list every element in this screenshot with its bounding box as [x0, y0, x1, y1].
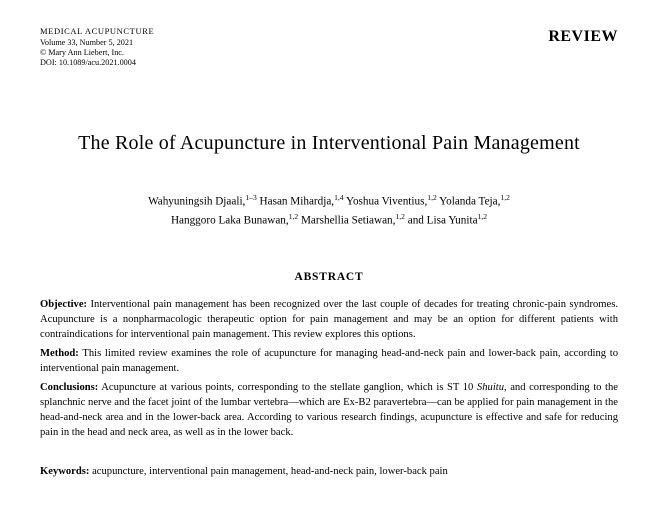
abstract-objective-text: Interventional pain management has been recognized over the last couple of decades for treating chronic-pain syndromes. Acupuncture is a nonpharmacologic therapeutic option for pain management and may be an option for different patients with contraindications for interventional pain management. This review explores this options.: [40, 298, 618, 340]
abstract-heading: ABSTRACT: [294, 270, 364, 283]
author-names-4: Yolanda Teja,: [436, 196, 501, 209]
abstract-objective: [40, 297, 618, 342]
author-line-2: [40, 211, 618, 230]
author-affiliation-mark: 1,4: [334, 193, 344, 203]
journal-info: [40, 26, 154, 68]
abstract-objective-label: Objective:: [40, 298, 88, 310]
abstract-method-label: Method:: [40, 347, 79, 359]
author-names-5: Hanggoro Laka Bunawan,: [170, 215, 289, 228]
abstract-conclusions: [40, 380, 618, 440]
author-affiliation-mark: 1,2: [395, 212, 405, 222]
author-affiliation-mark: 1,2: [477, 212, 488, 222]
abstract-conclusions-italic-term: Shuitu: [476, 381, 504, 393]
abstract-conclusions-label: Conclusions:: [40, 381, 99, 393]
author-affiliation-mark: 1–3: [245, 193, 257, 203]
journal-volume: Volume 33, Number 5, 2021: [40, 38, 134, 48]
page-title: The Role of Acupuncture in Interventional Pain Management: [78, 132, 580, 155]
journal-name: MEDICAL ACUPUNCTURE: [40, 26, 155, 36]
abstract-body: [40, 297, 618, 440]
author-names-2: Hasan Mihardja,: [256, 196, 335, 209]
author-affiliation-mark: 1,2: [427, 193, 437, 203]
keywords-line: [40, 464, 618, 479]
author-affiliation-mark: 1,2: [288, 212, 299, 222]
author-list: [40, 192, 618, 230]
abstract-conclusions-text-2: , and corresponding to the splanchnic nerve and the facet joint of the lumbar vertebra—which are Ex-B2 paravertebra—can be applied for pain management in the head-and-neck area and in the lower-back area. According to various research findings, acupuncture is effective and safe for reducing pain in the head and neck area, as well as in the lower back.: [40, 381, 618, 438]
author-names-3: Yoshua Viventius,: [343, 196, 428, 209]
journal-publisher: © Mary Ann Liebert, Inc.: [40, 48, 124, 58]
author-names-7: and Lisa Yunita: [404, 215, 478, 228]
author-names-1: Wahyuningsih Djaali,: [148, 196, 246, 209]
keywords-text: acupuncture, interventional pain management, head-and-neck pain, lower-back pain: [89, 465, 448, 477]
abstract-method-text: This limited review examines the role of acupuncture for managing head-and-neck pain and lower-back pain, according to interventional pain management.: [40, 347, 618, 374]
author-affiliation-mark: 1,2: [500, 193, 510, 203]
abstract-method: [40, 346, 618, 376]
abstract-conclusions-text-1: Acupuncture at various points, corresponding to the stellate ganglion, which is ST 10: [98, 381, 477, 393]
author-line-1: [40, 192, 618, 211]
keywords-label: Keywords:: [40, 465, 90, 477]
journal-doi: DOI: 10.1089/acu.2021.0004: [40, 58, 136, 68]
author-names-6: Marshellia Setiawan,: [298, 215, 396, 228]
article-type-label: REVIEW: [548, 28, 618, 45]
masthead: [40, 26, 618, 68]
